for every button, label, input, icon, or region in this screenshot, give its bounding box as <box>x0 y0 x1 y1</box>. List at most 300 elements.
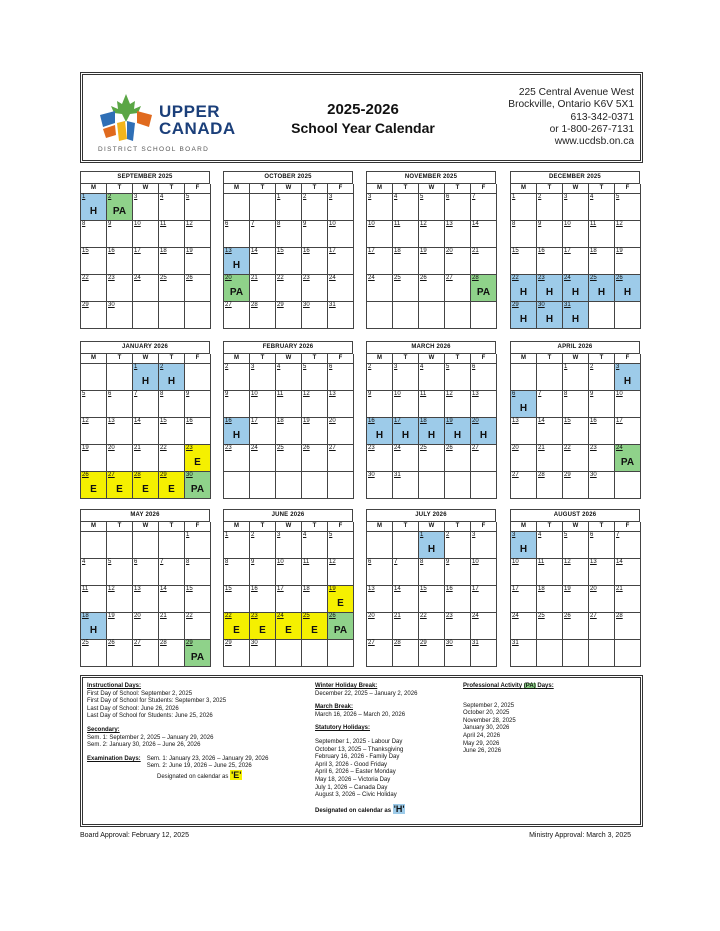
day-code: H <box>375 430 384 441</box>
day-code: PA <box>229 287 244 298</box>
day-cell <box>224 532 250 559</box>
weekday-header: T <box>445 184 471 194</box>
day-number: 29 <box>564 472 571 478</box>
month-title: APRIL 2026 <box>510 341 640 353</box>
day-cell <box>511 391 537 418</box>
day-cell <box>563 248 589 275</box>
day-number: 22 <box>186 613 193 619</box>
day-cell <box>107 194 133 221</box>
empty-cell <box>589 302 615 329</box>
day-number: 24 <box>277 613 284 619</box>
day-code: PA <box>620 457 635 468</box>
day-number: 9 <box>186 391 190 397</box>
day-number: 8 <box>186 559 190 565</box>
day-code: H <box>141 376 150 387</box>
weekday-header: M <box>81 184 107 194</box>
day-cell <box>185 194 211 221</box>
day-number: 22 <box>277 275 284 281</box>
empty-cell <box>185 364 211 391</box>
month-days-grid <box>510 353 640 499</box>
day-number: 19 <box>616 248 623 254</box>
day-code: H <box>89 206 98 217</box>
day-cell <box>276 391 302 418</box>
day-cell <box>589 445 615 472</box>
day-number: 14 <box>616 559 623 565</box>
legend-line: December 22, 2025 – January 2, 2026 <box>315 690 418 697</box>
day-cell <box>107 391 133 418</box>
legend-line: April 6, 2026 – Easter Monday <box>315 769 396 776</box>
day-number: 12 <box>108 586 115 592</box>
day-number: 4 <box>590 194 594 200</box>
day-cell <box>563 586 589 613</box>
day-cell <box>589 194 615 221</box>
day-number: 21 <box>538 445 545 451</box>
day-cell <box>159 613 185 640</box>
day-cell <box>471 532 497 559</box>
day-number: 24 <box>368 275 375 281</box>
day-code: H <box>89 625 98 636</box>
day-cell <box>445 248 471 275</box>
day-number: 22 <box>512 275 519 281</box>
day-number: 6 <box>134 559 138 565</box>
day-cell <box>133 586 159 613</box>
day-cell <box>563 445 589 472</box>
day-cell <box>563 275 589 302</box>
day-number: 2 <box>590 364 594 370</box>
day-cell <box>302 559 328 586</box>
day-code: H <box>427 544 436 555</box>
day-number: 26 <box>329 613 336 619</box>
day-number: 21 <box>134 445 141 451</box>
day-code: H <box>571 287 580 298</box>
day-number: 26 <box>564 613 571 619</box>
day-number: 3 <box>134 194 138 200</box>
day-number: 15 <box>186 586 193 592</box>
weekday-header: F <box>471 354 497 364</box>
day-number: 1 <box>134 364 138 370</box>
day-number: 4 <box>82 559 86 565</box>
day-cell <box>328 445 354 472</box>
empty-cell <box>107 532 133 559</box>
day-number: 2 <box>108 194 112 200</box>
day-number: 15 <box>564 418 571 424</box>
day-cell <box>133 613 159 640</box>
day-cell <box>159 364 185 391</box>
day-code: PA <box>333 625 348 636</box>
day-number: 1 <box>186 532 190 538</box>
legend-line: January 30, 2026 <box>463 725 510 732</box>
day-number: 21 <box>160 613 167 619</box>
day-cell <box>302 445 328 472</box>
day-cell <box>276 418 302 445</box>
month-october <box>223 171 353 329</box>
day-number: 27 <box>512 472 519 478</box>
day-code: H <box>519 314 528 325</box>
weekday-header: W <box>419 354 445 364</box>
day-number: 26 <box>446 445 453 451</box>
day-code: E <box>142 484 149 495</box>
day-number: 25 <box>303 613 310 619</box>
footer <box>80 832 643 846</box>
day-cell <box>393 364 419 391</box>
day-number: 14 <box>472 221 479 227</box>
day-code: E <box>285 625 292 636</box>
day-number: 1 <box>82 194 86 200</box>
day-cell <box>563 613 589 640</box>
day-cell <box>393 221 419 248</box>
day-number: 22 <box>160 445 167 451</box>
day-number: 26 <box>420 275 427 281</box>
day-number: 12 <box>186 221 193 227</box>
day-number: 17 <box>329 248 336 254</box>
day-number: 16 <box>368 418 375 424</box>
day-cell <box>471 194 497 221</box>
address-line: 225 Central Avenue West <box>518 87 634 98</box>
month-title: JANUARY 2026 <box>80 341 210 353</box>
day-cell <box>393 418 419 445</box>
day-cell <box>185 472 211 499</box>
day-number: 10 <box>134 221 141 227</box>
day-code: H <box>167 376 176 387</box>
day-number: 31 <box>564 302 571 308</box>
day-number: 10 <box>564 221 571 227</box>
day-cell <box>133 391 159 418</box>
day-cell <box>302 302 328 329</box>
day-number: 16 <box>225 418 232 424</box>
day-number: 3 <box>277 532 281 538</box>
day-number: 2 <box>303 194 307 200</box>
day-number: 20 <box>590 586 597 592</box>
weekday-header: T <box>589 522 615 532</box>
day-cell <box>589 221 615 248</box>
day-number: 29 <box>225 640 232 646</box>
day-cell <box>133 275 159 302</box>
day-cell <box>328 275 354 302</box>
website-link[interactable]: www.ucdsb.on.ca <box>554 136 634 148</box>
empty-cell <box>159 302 185 329</box>
day-number: 3 <box>564 194 568 200</box>
day-cell <box>107 613 133 640</box>
day-cell <box>81 275 107 302</box>
day-number: 18 <box>303 586 310 592</box>
day-cell <box>107 559 133 586</box>
day-cell <box>81 613 107 640</box>
day-number: 19 <box>186 248 193 254</box>
day-number: 30 <box>303 302 310 308</box>
maple-leaf-logo-icon <box>97 93 155 143</box>
day-number: 24 <box>394 445 401 451</box>
legend-heading: Examination Days: <box>87 755 141 762</box>
day-number: 19 <box>446 418 453 424</box>
day-cell <box>445 194 471 221</box>
day-number: 13 <box>108 418 115 424</box>
day-number: 23 <box>251 613 258 619</box>
day-number: 28 <box>616 613 623 619</box>
day-number: 18 <box>160 248 167 254</box>
weekday-header: F <box>615 184 641 194</box>
day-code: E <box>337 598 344 609</box>
day-cell <box>107 586 133 613</box>
day-cell <box>159 194 185 221</box>
empty-cell <box>393 532 419 559</box>
day-cell <box>419 221 445 248</box>
day-number: 17 <box>251 418 258 424</box>
day-cell <box>367 194 393 221</box>
day-cell <box>589 532 615 559</box>
day-cell <box>224 275 250 302</box>
day-number: 19 <box>303 418 310 424</box>
day-number: 6 <box>472 364 476 370</box>
day-cell <box>328 559 354 586</box>
day-cell <box>328 248 354 275</box>
day-number: 3 <box>394 364 398 370</box>
day-cell <box>511 532 537 559</box>
address-line: Brockville, Ontario K6V 5X1 <box>508 99 634 111</box>
day-cell <box>367 221 393 248</box>
day-cell <box>393 248 419 275</box>
day-number: 3 <box>472 532 476 538</box>
day-cell <box>393 559 419 586</box>
day-cell <box>367 364 393 391</box>
page-title <box>273 101 453 137</box>
day-cell <box>328 194 354 221</box>
day-number: 6 <box>512 391 516 397</box>
legend-line: June 26, 2026 <box>463 748 502 755</box>
legend-line: March 16, 2026 – March 20, 2026 <box>315 711 406 718</box>
legend-heading: March Break: <box>315 704 354 711</box>
day-cell <box>537 275 563 302</box>
weekday-header: F <box>328 354 354 364</box>
day-cell <box>159 221 185 248</box>
day-cell <box>615 586 641 613</box>
weekday-header: F <box>471 184 497 194</box>
day-number: 15 <box>225 586 232 592</box>
day-cell <box>302 275 328 302</box>
day-cell <box>133 221 159 248</box>
weekday-header: W <box>276 354 302 364</box>
day-number: 18 <box>538 586 545 592</box>
day-cell <box>563 391 589 418</box>
day-cell <box>250 613 276 640</box>
empty-cell <box>419 472 445 499</box>
day-cell <box>511 418 537 445</box>
day-code: E <box>259 625 266 636</box>
day-number: 22 <box>82 275 89 281</box>
day-cell <box>537 586 563 613</box>
empty-cell <box>276 640 302 667</box>
day-cell <box>445 445 471 472</box>
day-number: 29 <box>82 302 89 308</box>
weekday-header: T <box>159 522 185 532</box>
day-number: 27 <box>225 302 232 308</box>
day-number: 25 <box>394 275 401 281</box>
day-cell <box>81 559 107 586</box>
day-number: 5 <box>420 194 424 200</box>
day-number: 17 <box>134 248 141 254</box>
day-number: 20 <box>225 275 232 281</box>
day-cell <box>276 248 302 275</box>
day-cell <box>563 364 589 391</box>
calendar-page <box>80 72 643 846</box>
day-cell <box>367 472 393 499</box>
day-number: 10 <box>472 559 479 565</box>
legend-line: August 3, 2026 – Civic Holiday <box>315 792 397 799</box>
day-number: 7 <box>251 221 255 227</box>
month-title: FEBRUARY 2026 <box>223 341 353 353</box>
day-number: 12 <box>329 559 336 565</box>
month-days-grid <box>223 183 353 329</box>
day-cell <box>367 640 393 667</box>
day-cell <box>419 559 445 586</box>
legend-col-instructional <box>87 683 312 782</box>
empty-cell <box>589 640 615 667</box>
day-number: 2 <box>160 364 164 370</box>
day-cell <box>615 391 641 418</box>
day-number: 5 <box>446 364 450 370</box>
weekday-header: F <box>185 354 211 364</box>
day-number: 2 <box>225 364 229 370</box>
weekday-header: T <box>159 354 185 364</box>
day-cell <box>302 248 328 275</box>
empty-cell <box>328 472 354 499</box>
day-number: 26 <box>303 445 310 451</box>
weekday-header: F <box>471 522 497 532</box>
day-cell <box>511 275 537 302</box>
day-number: 16 <box>538 248 545 254</box>
day-cell <box>81 221 107 248</box>
day-cell <box>419 445 445 472</box>
day-cell <box>224 640 250 667</box>
day-cell <box>589 364 615 391</box>
day-cell <box>537 302 563 329</box>
day-number: 3 <box>329 194 333 200</box>
day-code: H <box>427 430 436 441</box>
weekday-header: M <box>81 522 107 532</box>
legend-heading: Statutory Holidays: <box>315 725 371 732</box>
month-days-grid <box>223 353 353 499</box>
day-number: 15 <box>160 418 167 424</box>
day-cell <box>589 559 615 586</box>
month-february <box>223 341 353 499</box>
legend-line: Sem. 2: January 30, 2026 – June 26, 2026 <box>87 742 201 749</box>
day-number: 15 <box>420 586 427 592</box>
legend-col-holidays <box>315 683 460 815</box>
empty-cell <box>419 302 445 329</box>
weekday-header: T <box>302 184 328 194</box>
day-cell <box>419 418 445 445</box>
day-code: H <box>519 287 528 298</box>
day-number: 11 <box>420 391 427 397</box>
day-cell <box>615 221 641 248</box>
day-cell <box>445 613 471 640</box>
month-grid <box>80 171 643 669</box>
day-cell <box>276 445 302 472</box>
day-number: 29 <box>186 640 193 646</box>
day-number: 24 <box>616 445 623 451</box>
day-code: H <box>453 430 462 441</box>
month-title: DECEMBER 2025 <box>510 171 640 183</box>
day-code: PA <box>476 287 491 298</box>
day-number: 30 <box>368 472 375 478</box>
day-number: 15 <box>277 248 284 254</box>
day-cell <box>250 640 276 667</box>
day-cell <box>589 275 615 302</box>
day-cell <box>511 194 537 221</box>
day-number: 24 <box>512 613 519 619</box>
day-cell <box>302 221 328 248</box>
day-number: 4 <box>277 364 281 370</box>
day-cell <box>471 248 497 275</box>
day-number: 7 <box>538 391 542 397</box>
board-approval: Board Approval: February 12, 2025 <box>80 832 189 839</box>
legend-line: November 28, 2025 <box>463 717 516 724</box>
day-number: 26 <box>108 640 115 646</box>
day-cell <box>328 364 354 391</box>
weekday-header: M <box>224 184 250 194</box>
day-number: 25 <box>420 445 427 451</box>
day-number: 4 <box>394 194 398 200</box>
legend-line: September 1, 2025 - Labour Day <box>315 738 403 745</box>
day-number: 1 <box>225 532 229 538</box>
day-number: 3 <box>512 532 516 538</box>
day-cell <box>367 613 393 640</box>
day-number: 29 <box>277 302 284 308</box>
day-number: 20 <box>512 445 519 451</box>
weekday-header: T <box>393 184 419 194</box>
day-number: 9 <box>368 391 372 397</box>
day-number: 10 <box>512 559 519 565</box>
day-cell <box>302 364 328 391</box>
day-cell <box>511 445 537 472</box>
day-cell <box>328 221 354 248</box>
day-cell <box>615 275 641 302</box>
day-cell <box>107 221 133 248</box>
day-number: 7 <box>472 194 476 200</box>
day-number: 16 <box>251 586 258 592</box>
day-number: 9 <box>108 221 112 227</box>
day-cell <box>159 559 185 586</box>
legend-line: First Day of School: September 2, 2025 <box>87 690 193 697</box>
day-cell <box>159 586 185 613</box>
day-number: 15 <box>512 248 519 254</box>
day-cell <box>107 275 133 302</box>
weekday-header: M <box>367 522 393 532</box>
day-code: E <box>168 484 175 495</box>
day-number: 6 <box>590 532 594 538</box>
header <box>80 72 643 163</box>
day-cell <box>511 248 537 275</box>
day-number: 14 <box>134 418 141 424</box>
day-number: 8 <box>277 221 281 227</box>
day-code: H <box>232 430 241 441</box>
day-number: 30 <box>538 302 545 308</box>
day-number: 1 <box>512 194 516 200</box>
day-cell <box>615 613 641 640</box>
day-number: 11 <box>82 586 89 592</box>
day-number: 27 <box>446 275 453 281</box>
day-cell <box>185 586 211 613</box>
day-cell <box>107 248 133 275</box>
day-number: 17 <box>472 586 479 592</box>
month-march <box>366 341 496 499</box>
day-number: 1 <box>564 364 568 370</box>
day-cell <box>471 445 497 472</box>
day-number: 13 <box>512 418 519 424</box>
weekday-header: M <box>224 522 250 532</box>
day-number: 17 <box>512 586 519 592</box>
weekday-header: F <box>615 354 641 364</box>
day-number: 5 <box>564 532 568 538</box>
